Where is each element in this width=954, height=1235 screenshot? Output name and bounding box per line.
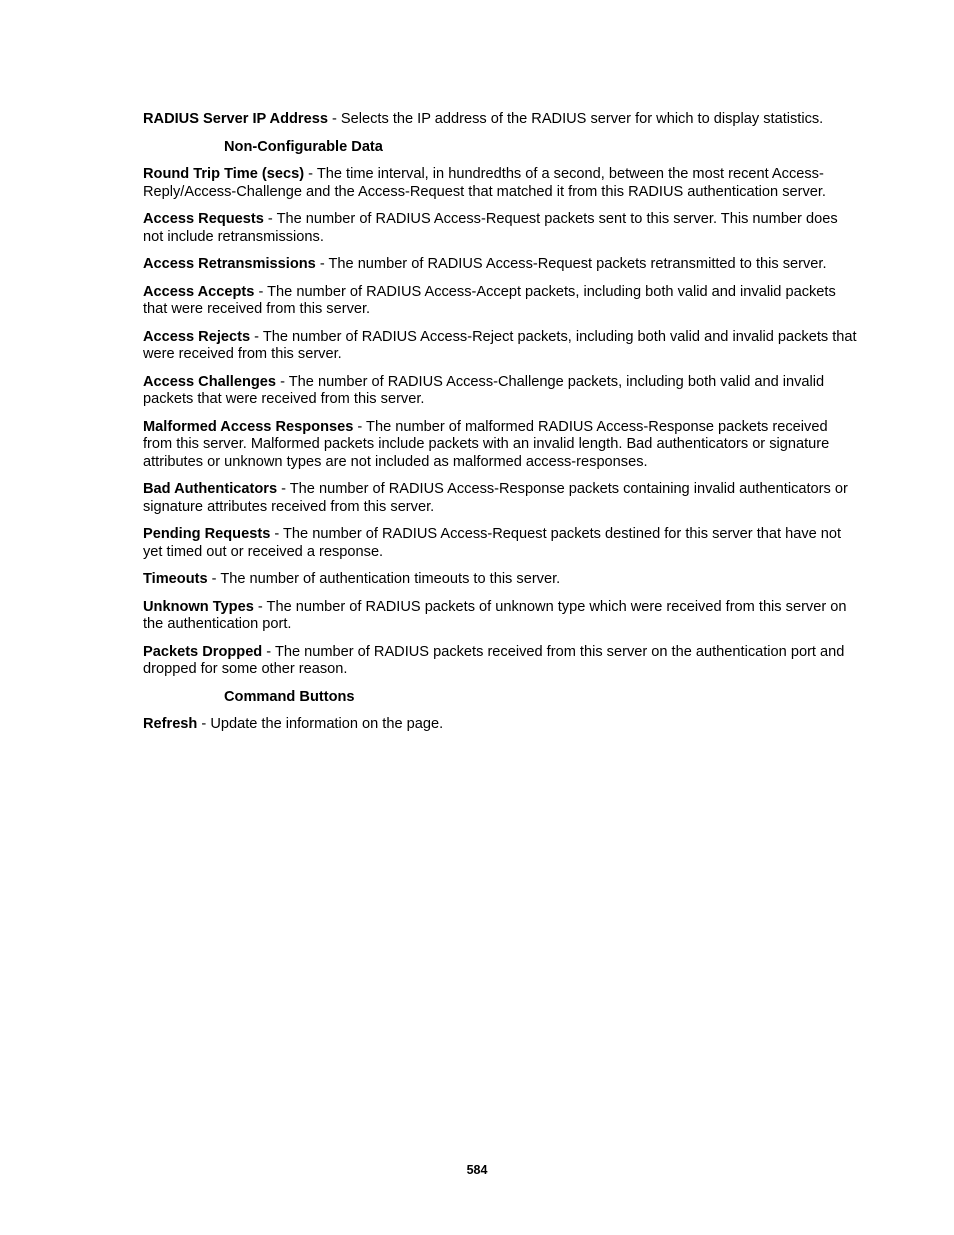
term-label: Access Rejects — [143, 328, 251, 345]
section-heading: Command Buttons — [224, 688, 355, 705]
term-description: - The time interval, in hundredths of a second, between the most recent Access-Reply/Access-Challenge and the Access-Request that matched it from this RADIUS authentication server. — [143, 166, 826, 200]
definition-paragraph — [143, 644, 859, 679]
term-description: - The number of RADIUS Access-Challenge packets, including both valid and invalid packets that were received from this server. — [143, 373, 825, 407]
definition-paragraph — [143, 374, 859, 409]
term-label: Malformed Access Responses — [143, 418, 354, 435]
term-label: Access Requests — [143, 211, 264, 227]
term-description: - Update the information on the page. — [197, 716, 444, 732]
term-label: Refresh — [143, 716, 198, 732]
term-label: Access Accepts — [143, 283, 255, 300]
page-number: 584 — [466, 1163, 488, 1177]
definition-paragraph — [143, 419, 859, 472]
term-label: Timeouts — [143, 571, 208, 587]
document-body — [143, 111, 859, 744]
term-label: Unknown Types — [143, 598, 254, 615]
term-label: Access Challenges — [143, 373, 277, 390]
definition-paragraph — [143, 599, 859, 634]
section-heading: Non-Configurable Data — [224, 138, 383, 155]
definition-paragraph — [143, 481, 859, 516]
term-label: Pending Requests — [143, 526, 271, 542]
term-label: RADIUS Server IP Address — [143, 111, 328, 127]
definition-paragraph — [143, 329, 859, 364]
term-description: - The number of RADIUS packets received from this server on the authentication port and dropped for some other reason. — [143, 643, 845, 677]
term-description: - The number of RADIUS Access-Response packets containing invalid authenticators or signature attributes received from this server. — [143, 481, 848, 515]
definition-paragraph — [143, 284, 859, 319]
term-label: Round Trip Time (secs) — [143, 166, 305, 182]
definition-paragraph — [143, 526, 859, 561]
term-description: - The number of malformed RADIUS Access-Response packets received from this server. Malformed packets include packets with an invalid length. Bad authenticators or signature attributes or unknown types are not included as malformed access-responses. — [143, 418, 830, 470]
term-description: - The number of RADIUS Access-Request packets retransmitted to this server. — [315, 256, 827, 272]
definition-paragraph — [143, 571, 859, 589]
definition-paragraph — [143, 111, 859, 129]
term-label: Access Retransmissions — [143, 256, 316, 272]
term-description: - The number of RADIUS Access-Request packets destined for this server that have not yet timed out or received a response. — [143, 526, 842, 560]
term-description: - The number of RADIUS Access-Accept packets, including both valid and invalid packets that were received from this server. — [143, 283, 836, 317]
term-description: - The number of RADIUS Access-Request packets sent to this server. This number does not include retransmissions. — [143, 211, 838, 245]
term-description: - Selects the IP address of the RADIUS server for which to display statistics. — [327, 111, 824, 127]
definition-paragraph — [143, 256, 859, 274]
term-label: Bad Authenticators — [143, 481, 278, 497]
term-description: - The number of authentication timeouts to this server. — [207, 571, 561, 587]
definition-paragraph — [143, 716, 859, 734]
definition-paragraph — [143, 211, 859, 246]
definition-paragraph — [143, 166, 859, 201]
term-description: - The number of RADIUS Access-Reject packets, including both valid and invalid packets that were received from this server. — [143, 328, 857, 362]
term-label: Packets Dropped — [143, 643, 263, 660]
term-description: - The number of RADIUS packets of unknown type which were received from this server on the authentication port. — [143, 598, 847, 632]
